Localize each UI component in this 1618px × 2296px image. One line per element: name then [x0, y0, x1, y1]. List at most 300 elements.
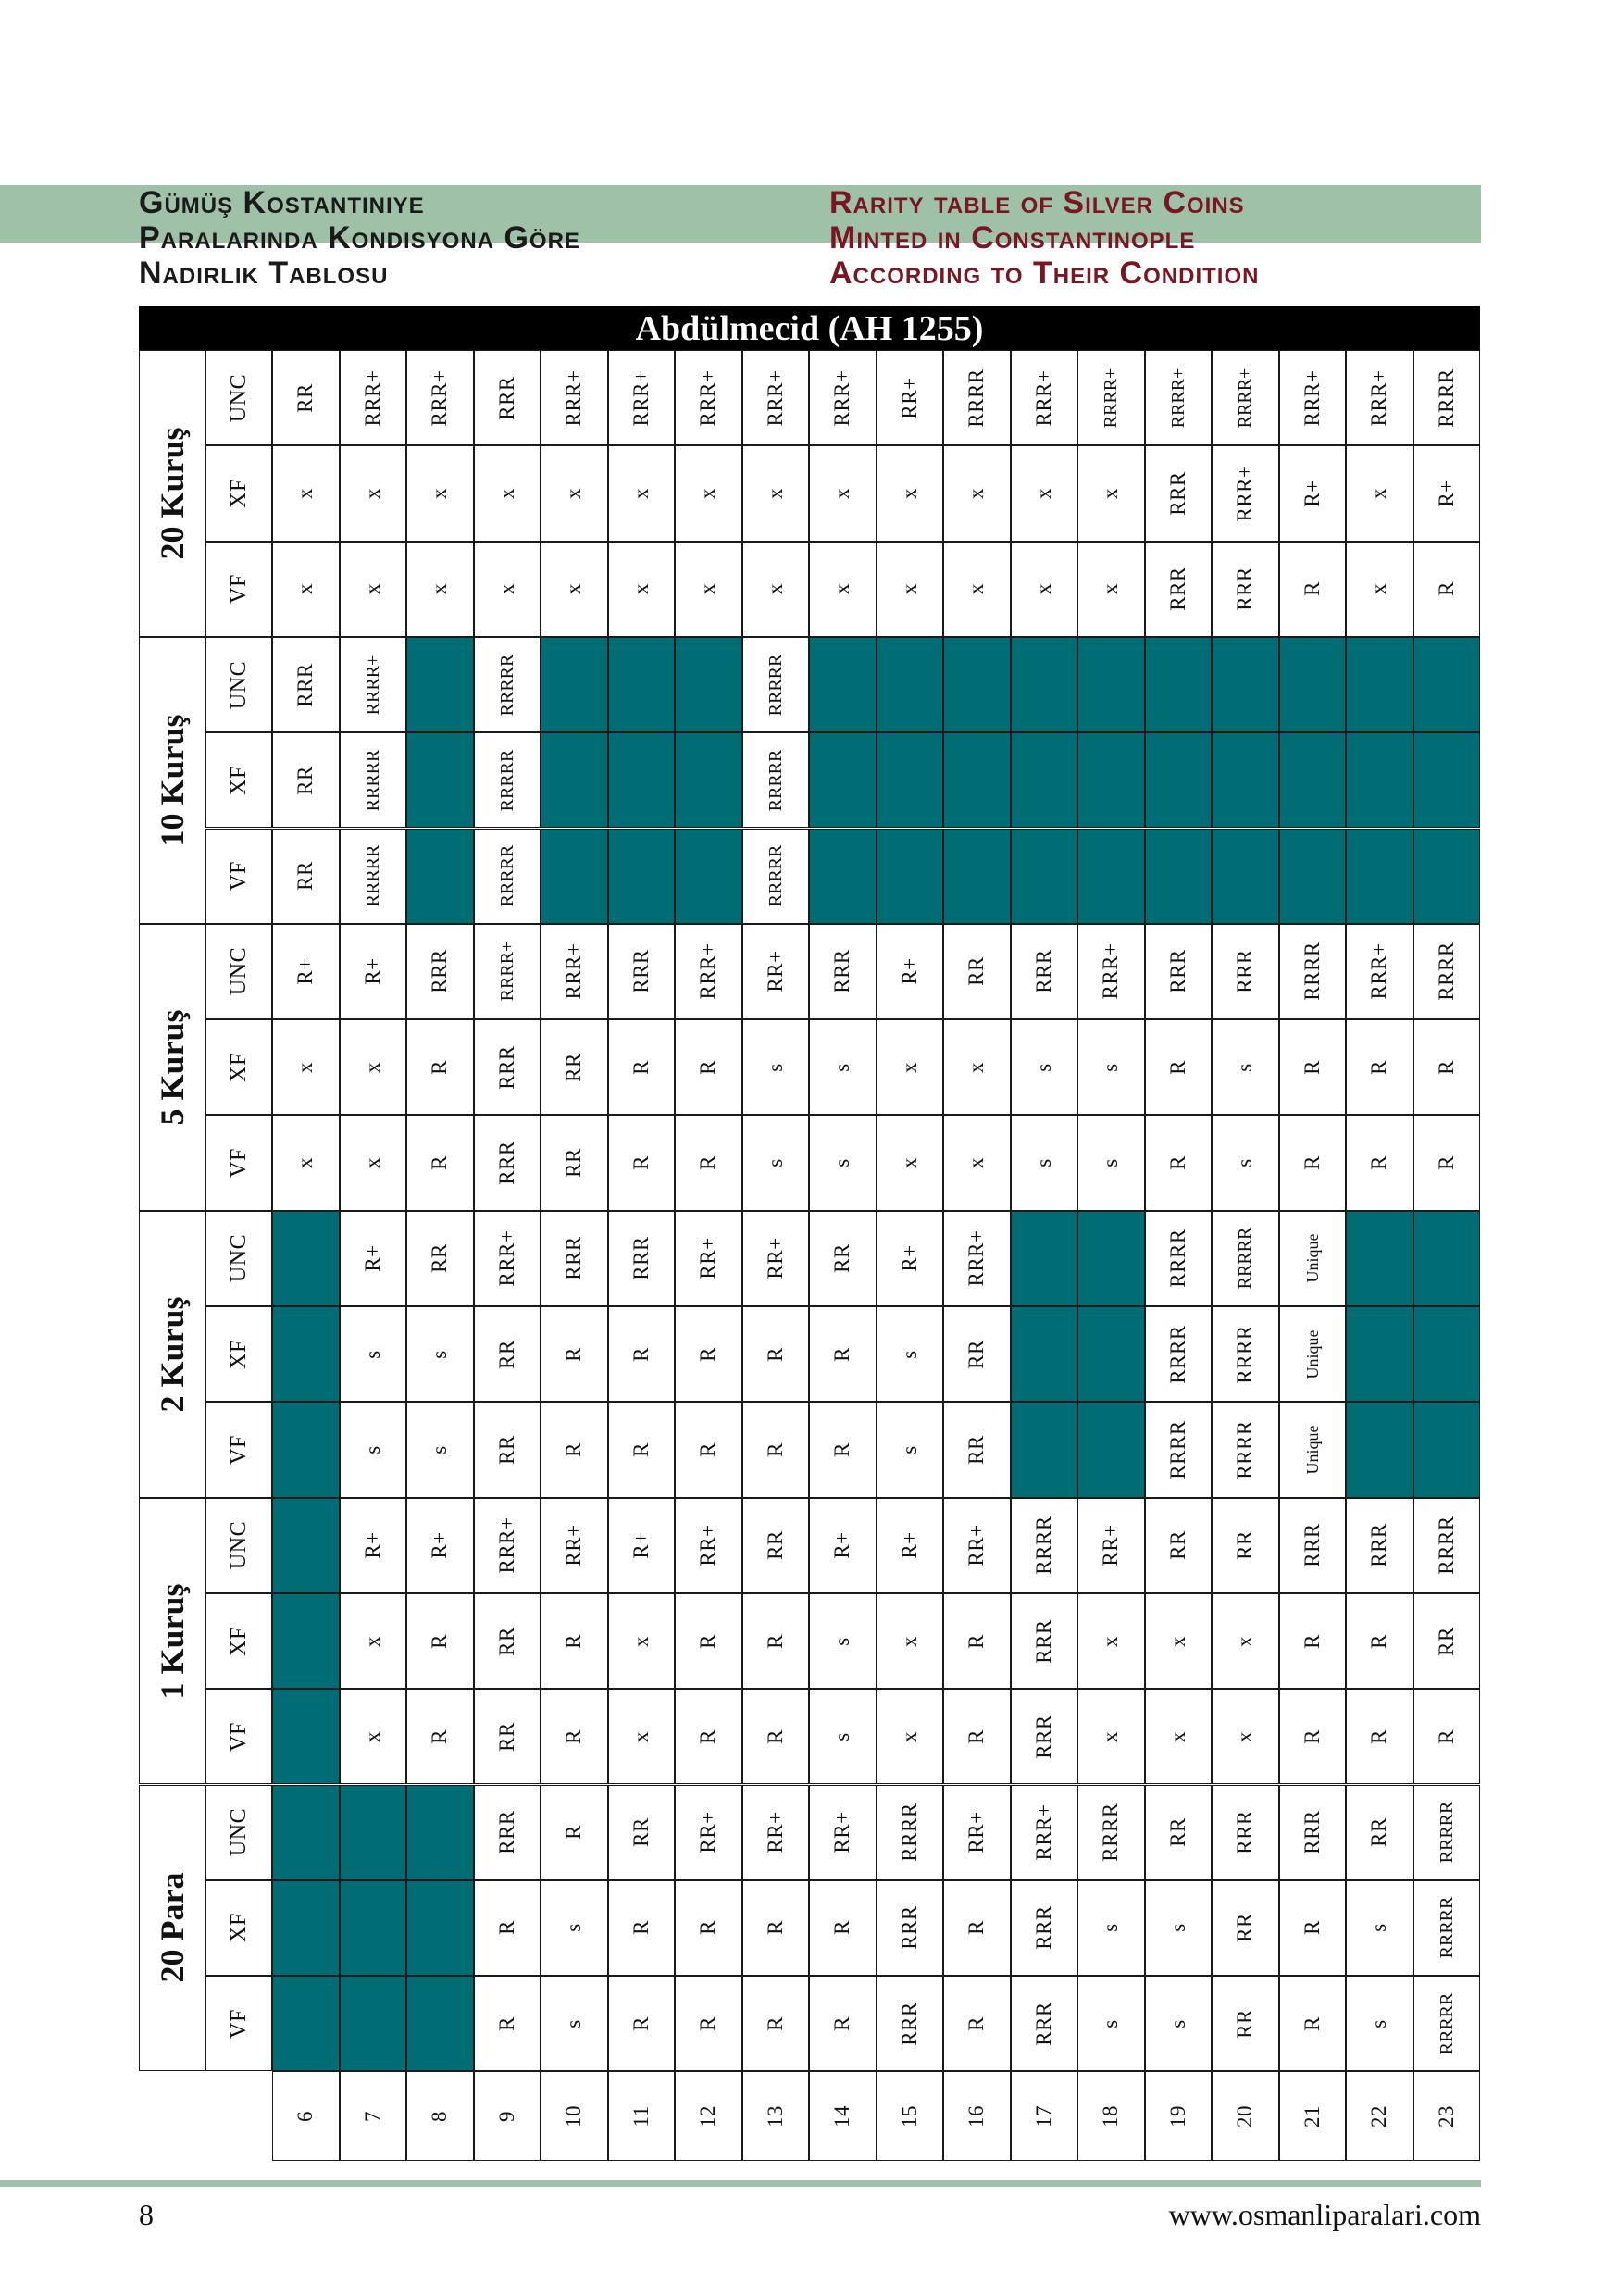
rarity-value: RRR+ — [696, 369, 720, 427]
condition-name: UNC — [227, 1808, 251, 1857]
rarity-cell — [541, 1402, 608, 1497]
rarity-value: s — [562, 2019, 586, 2028]
rarity-value: Unique — [1302, 1233, 1322, 1283]
rarity-cell — [742, 829, 810, 924]
rarity-value: RRR+ — [965, 1229, 989, 1287]
rarity-cell — [1145, 1402, 1213, 1497]
rarity-cell — [1011, 1498, 1078, 1593]
rarity-cell — [742, 542, 810, 637]
rarity-cell — [877, 1880, 944, 1976]
year-label: 18 — [1099, 2104, 1123, 2128]
rarity-cell — [608, 924, 676, 1019]
rarity-cell — [1279, 1115, 1347, 1210]
rarity-value: RRR+ — [629, 369, 653, 427]
not-minted-cell — [608, 637, 676, 732]
not-minted-cell — [877, 829, 944, 924]
rarity-cell — [1077, 1593, 1145, 1689]
rarity-cell — [406, 1402, 474, 1497]
rarity-cell — [608, 1115, 676, 1210]
rarity-value: R — [1165, 1155, 1189, 1170]
condition-name: XF — [227, 1913, 251, 1943]
rarity-value: x — [360, 1635, 384, 1647]
year-cell — [1346, 2071, 1413, 2161]
denomination-label — [139, 1785, 205, 2072]
not-minted-cell — [272, 1880, 340, 1976]
rarity-cell — [1413, 924, 1481, 1019]
rarity-cell — [1145, 1498, 1213, 1593]
rarity-value: RRR+ — [696, 942, 720, 1000]
website-url: www.osmanliparalari.com — [1168, 2198, 1481, 2231]
rarity-cell — [474, 1306, 541, 1402]
rarity-cell — [608, 1402, 676, 1497]
rarity-cell — [877, 1593, 944, 1689]
denomination-label — [139, 637, 205, 924]
rarity-value: RRR — [494, 1141, 518, 1185]
rarity-cell — [541, 924, 608, 1019]
rarity-cell — [1212, 445, 1279, 541]
rarity-cell — [474, 637, 541, 732]
rarity-cell — [1077, 350, 1145, 445]
condition-label — [205, 1115, 272, 1210]
rarity-cell — [809, 1306, 877, 1402]
rarity-value: R+ — [1434, 480, 1458, 507]
rarity-cell — [1011, 1976, 1078, 2071]
rarity-value: RRRR — [1165, 1229, 1189, 1289]
rarity-value: s — [830, 1636, 854, 1646]
rarity-value: RRRRR — [362, 749, 383, 812]
rarity-cell — [675, 1593, 742, 1689]
rarity-value: x — [965, 1061, 989, 1073]
rarity-value: x — [1099, 487, 1123, 499]
condition-label — [205, 1498, 272, 1593]
rarity-value: RRR+ — [562, 369, 586, 427]
rarity-cell — [1077, 1115, 1145, 1210]
not-minted-cell — [1212, 829, 1279, 924]
rarity-value: x — [562, 583, 586, 595]
not-minted-cell — [1413, 829, 1481, 924]
rarity-cell — [1212, 1593, 1279, 1689]
rarity-value: R — [696, 1633, 720, 1649]
table-title: Abdülmecid (AH 1255) — [139, 306, 1480, 350]
rarity-value: RR — [1233, 1530, 1257, 1561]
rarity-cell — [406, 1211, 474, 1306]
year-label: 12 — [696, 2104, 720, 2128]
rarity-value: R — [965, 1633, 989, 1649]
denomination-label — [139, 1498, 205, 1785]
rarity-value: x — [897, 1157, 921, 1169]
rarity-value: RRR — [1165, 949, 1189, 994]
rarity-cell — [1077, 542, 1145, 637]
rarity-cell — [742, 1115, 810, 1210]
not-minted-cell — [1413, 637, 1481, 732]
rarity-value: RRR — [494, 1810, 518, 1854]
rarity-cell — [474, 1785, 541, 1880]
rarity-cell — [809, 350, 877, 445]
not-minted-cell — [1413, 1306, 1481, 1402]
rarity-value: R — [629, 1442, 653, 1457]
rarity-value: RRR — [629, 1236, 653, 1281]
year-label: 8 — [428, 2110, 452, 2122]
rarity-value: RRR — [1165, 471, 1189, 516]
rarity-cell — [340, 732, 407, 828]
not-minted-cell — [943, 829, 1011, 924]
rarity-cell — [742, 350, 810, 445]
rarity-value: RRR — [1233, 1810, 1257, 1854]
rarity-cell — [1077, 1976, 1145, 2071]
rarity-cell — [1212, 1976, 1279, 2071]
rarity-cell — [1011, 445, 1078, 541]
rarity-value: RRRRR — [765, 844, 786, 907]
rarity-value: RRRRR — [1436, 1992, 1457, 2055]
condition-name: XF — [227, 479, 251, 508]
rarity-cell — [877, 1402, 944, 1497]
rarity-value: x — [562, 487, 586, 499]
rarity-cell — [1279, 1976, 1347, 2071]
rarity-value: RRR+ — [1099, 942, 1123, 1000]
rarity-value: RRRR — [1434, 942, 1458, 1002]
rarity-value: RRR — [897, 1905, 921, 1951]
rarity-cell — [541, 1976, 608, 2071]
not-minted-cell — [1077, 1306, 1145, 1402]
rarity-value: R — [763, 1633, 787, 1649]
rarity-cell — [877, 1785, 944, 1880]
year-label: 20 — [1233, 2104, 1257, 2128]
rarity-value: RRR+ — [763, 369, 787, 427]
not-minted-cell — [340, 1785, 407, 1880]
rarity-cell — [877, 1498, 944, 1593]
not-minted-cell — [1346, 829, 1413, 924]
rarity-cell — [340, 1593, 407, 1689]
year-label: 13 — [763, 2104, 787, 2128]
rarity-value: R — [494, 1920, 518, 1936]
rarity-value: R — [830, 1442, 854, 1457]
not-minted-cell — [1011, 637, 1078, 732]
rarity-value: RR+ — [965, 1811, 989, 1853]
rarity-value: RR — [494, 1339, 518, 1369]
rarity-cell — [1413, 350, 1481, 445]
rarity-value: RRR — [494, 375, 518, 420]
rarity-value: R+ — [897, 957, 921, 986]
rarity-value: RRR+ — [1233, 465, 1257, 522]
rarity-value: R — [763, 1442, 787, 1457]
rarity-cell — [1346, 445, 1413, 541]
rarity-value: RRR — [293, 662, 317, 707]
rarity-value: RR — [965, 1435, 989, 1465]
year-label: 17 — [1031, 2104, 1055, 2128]
rarity-cell — [1279, 924, 1347, 1019]
rarity-value: R — [629, 1920, 653, 1936]
rarity-cell — [1145, 1689, 1213, 1784]
year-label: 15 — [897, 2104, 921, 2128]
rarity-value: RR+ — [897, 377, 921, 419]
rarity-cell — [1346, 1019, 1413, 1115]
not-minted-cell — [1011, 732, 1078, 828]
rarity-cell — [877, 542, 944, 637]
rarity-cell — [1413, 445, 1481, 541]
rarity-cell — [474, 542, 541, 637]
not-minted-cell — [1346, 1211, 1413, 1306]
rarity-cell — [1145, 350, 1213, 445]
not-minted-cell — [272, 1593, 340, 1689]
rarity-value: s — [428, 1445, 452, 1454]
rarity-cell — [1279, 1880, 1347, 1976]
rarity-value: RRRR — [1434, 368, 1458, 428]
condition-name: VF — [227, 574, 251, 605]
rarity-value: RR — [1434, 1626, 1458, 1656]
year-cell — [1145, 2071, 1213, 2161]
rarity-cell — [877, 924, 944, 1019]
rarity-value: x — [494, 583, 518, 595]
rarity-value: R — [1300, 1059, 1324, 1075]
rarity-value: RRRR+ — [1101, 368, 1122, 428]
rarity-value: RR+ — [562, 1524, 586, 1566]
rarity-value: R — [1434, 1728, 1458, 1744]
rarity-cell — [406, 1019, 474, 1115]
rarity-value: x — [897, 1061, 921, 1073]
rarity-value: RRRRR — [1436, 1801, 1457, 1864]
rarity-value: RRRR — [1165, 1324, 1189, 1384]
condition-label — [205, 1689, 272, 1784]
rarity-value: RRRRR — [496, 749, 517, 812]
rarity-value: R — [428, 1728, 452, 1744]
rarity-cell — [340, 350, 407, 445]
rarity-cell — [1279, 1593, 1347, 1689]
rarity-cell — [474, 350, 541, 445]
denomination-name: 20 Kuruş — [154, 427, 191, 560]
rarity-value: R+ — [360, 1531, 384, 1559]
rarity-cell — [474, 1211, 541, 1306]
rarity-cell — [877, 1689, 944, 1784]
not-minted-cell — [272, 1689, 340, 1784]
rarity-cell — [1413, 1593, 1481, 1689]
rarity-value: R — [696, 1155, 720, 1170]
rarity-value: RRRR — [1434, 1516, 1458, 1575]
rarity-cell — [1077, 1498, 1145, 1593]
rarity-value: R — [696, 1059, 720, 1075]
rarity-value: x — [1031, 583, 1055, 595]
rarity-value: s — [897, 1445, 921, 1454]
turkish-title-line: Nadirlik Tablosu — [139, 256, 389, 291]
not-minted-cell — [1346, 1402, 1413, 1497]
rarity-value: RRR+ — [494, 1516, 518, 1574]
not-minted-cell — [1077, 1402, 1145, 1497]
rarity-cell — [1011, 350, 1078, 445]
rarity-cell — [272, 350, 340, 445]
rarity-value: x — [763, 583, 787, 595]
rarity-value: RR+ — [763, 950, 787, 993]
rarity-value: R — [428, 1633, 452, 1649]
rarity-cell — [340, 829, 407, 924]
condition-label — [205, 637, 272, 732]
rarity-value: RRR+ — [562, 942, 586, 1000]
rarity-value: R — [629, 1155, 653, 1170]
rarity-value: x — [360, 583, 384, 595]
rarity-value: s — [1031, 1063, 1055, 1072]
rarity-value: x — [965, 583, 989, 595]
not-minted-cell — [675, 732, 742, 828]
year-cell — [742, 2071, 810, 2161]
english-title-line: Minted in Constantinople — [829, 220, 1196, 256]
rarity-cell — [742, 1402, 810, 1497]
rarity-cell — [1346, 1689, 1413, 1784]
condition-label — [205, 829, 272, 924]
rarity-cell — [272, 829, 340, 924]
rarity-value: RRRRR — [765, 654, 786, 716]
rarity-cell — [1346, 1880, 1413, 1976]
year-cell — [1011, 2071, 1078, 2161]
rarity-cell — [675, 1019, 742, 1115]
rarity-value: x — [494, 487, 518, 499]
rarity-cell — [1212, 1880, 1279, 1976]
rarity-cell — [675, 1880, 742, 1976]
rarity-cell — [340, 1689, 407, 1784]
rarity-value: R — [629, 2015, 653, 2031]
rarity-cell — [809, 1115, 877, 1210]
condition-name: UNC — [227, 947, 251, 996]
rarity-cell — [474, 924, 541, 1019]
rarity-value: R — [562, 1825, 586, 1841]
rarity-cell — [1145, 445, 1213, 541]
rarity-value: RRR — [1233, 567, 1257, 611]
not-minted-cell — [1346, 637, 1413, 732]
not-minted-cell — [1145, 637, 1213, 732]
rarity-cell — [943, 1689, 1011, 1784]
not-minted-cell — [1077, 732, 1145, 828]
not-minted-cell — [877, 732, 944, 828]
rarity-value: RR+ — [1099, 1524, 1123, 1566]
rarity-cell — [340, 1019, 407, 1115]
rarity-value: RR — [562, 1148, 586, 1178]
rarity-cell — [406, 1593, 474, 1689]
rarity-value: x — [897, 1635, 921, 1647]
year-cell — [675, 2071, 742, 2161]
rarity-cell — [1212, 1211, 1279, 1306]
rarity-cell — [608, 1306, 676, 1402]
year-label: 7 — [360, 2110, 384, 2122]
rarity-cell — [742, 1306, 810, 1402]
rarity-cell — [943, 1976, 1011, 2071]
not-minted-cell — [675, 829, 742, 924]
rarity-value: RRRRR — [1436, 1897, 1457, 1959]
rarity-value: R — [1300, 581, 1324, 597]
rarity-cell — [1346, 1115, 1413, 1210]
rarity-cell — [675, 542, 742, 637]
rarity-cell — [675, 1498, 742, 1593]
rarity-cell — [272, 637, 340, 732]
rarity-value: RRR+ — [360, 369, 384, 427]
rarity-value: s — [830, 1732, 854, 1741]
rarity-value: R — [1367, 1633, 1391, 1649]
rarity-value: RR — [562, 1052, 586, 1082]
condition-name: UNC — [227, 1521, 251, 1570]
rarity-cell — [809, 445, 877, 541]
rarity-value: s — [1367, 2019, 1391, 2028]
rarity-value: RRR+ — [830, 369, 854, 427]
year-cell — [608, 2071, 676, 2161]
rarity-cell — [1413, 1019, 1481, 1115]
rarity-value: s — [1233, 1063, 1257, 1072]
rarity-cell — [675, 445, 742, 541]
rarity-value: RRR — [629, 949, 653, 994]
rarity-cell — [742, 1689, 810, 1784]
rarity-cell — [406, 924, 474, 1019]
rarity-value: RRR+ — [428, 369, 452, 427]
condition-name: UNC — [227, 1234, 251, 1283]
year-label: 16 — [965, 2104, 989, 2128]
rarity-value: RRR+ — [1367, 369, 1391, 427]
rarity-value: s — [1099, 1923, 1123, 1933]
rarity-value: RRR — [494, 1044, 518, 1090]
rarity-value: x — [830, 583, 854, 595]
rarity-value: R — [629, 1059, 653, 1075]
not-minted-cell — [877, 637, 944, 732]
rarity-cell — [1413, 542, 1481, 637]
rarity-value: RRRR — [1233, 1324, 1257, 1384]
rarity-value: RR+ — [830, 1811, 854, 1853]
rarity-cell — [943, 1211, 1011, 1306]
year-cell — [1413, 2071, 1481, 2161]
rarity-value: x — [1367, 487, 1391, 499]
rarity-value: RRR — [1031, 1905, 1055, 1951]
condition-name: VF — [227, 2008, 251, 2039]
not-minted-cell — [1077, 1211, 1145, 1306]
rarity-cell — [675, 1976, 742, 2071]
rarity-value: R — [763, 1346, 787, 1362]
rarity-value: s — [1099, 1158, 1123, 1167]
rarity-cell — [1145, 1306, 1213, 1402]
rarity-value: R — [1367, 1059, 1391, 1075]
rarity-value: RR — [1233, 1913, 1257, 1943]
rarity-cell — [474, 829, 541, 924]
rarity-cell — [809, 1689, 877, 1784]
rarity-value: RRRRR — [765, 749, 786, 812]
condition-label — [205, 924, 272, 1019]
denomination-label — [139, 1211, 205, 1498]
condition-label — [205, 732, 272, 828]
rarity-value: R — [562, 1346, 586, 1362]
rarity-cell — [406, 350, 474, 445]
rarity-value: RRRR — [1233, 1420, 1257, 1479]
rarity-cell — [474, 1498, 541, 1593]
rarity-value: x — [1099, 1635, 1123, 1647]
not-minted-cell — [272, 1976, 340, 2071]
rarity-value: RR — [1367, 1817, 1391, 1847]
year-label: 11 — [629, 2105, 653, 2128]
rarity-value: RR+ — [965, 1524, 989, 1566]
rarity-value: R — [696, 2015, 720, 2031]
rarity-cell — [1279, 1785, 1347, 1880]
rarity-value: x — [428, 487, 452, 499]
year-cell — [1212, 2071, 1279, 2161]
rarity-value: R — [696, 1728, 720, 1744]
rarity-cell — [1077, 1019, 1145, 1115]
rarity-cell — [474, 445, 541, 541]
rarity-value: RRR — [1031, 949, 1055, 994]
rarity-value: x — [1099, 583, 1123, 595]
not-minted-cell — [1212, 637, 1279, 732]
rarity-cell — [406, 1115, 474, 1210]
rarity-value: x — [965, 487, 989, 499]
rarity-value: R — [696, 1920, 720, 1936]
condition-label — [205, 1976, 272, 2071]
rarity-value: R — [1300, 1155, 1324, 1170]
rarity-value: R — [1300, 1920, 1324, 1936]
rarity-value: RR — [428, 1243, 452, 1274]
rarity-cell — [272, 1019, 340, 1115]
rarity-value: x — [897, 487, 921, 499]
rarity-value: RRRR — [1300, 942, 1324, 1002]
not-minted-cell — [1145, 732, 1213, 828]
